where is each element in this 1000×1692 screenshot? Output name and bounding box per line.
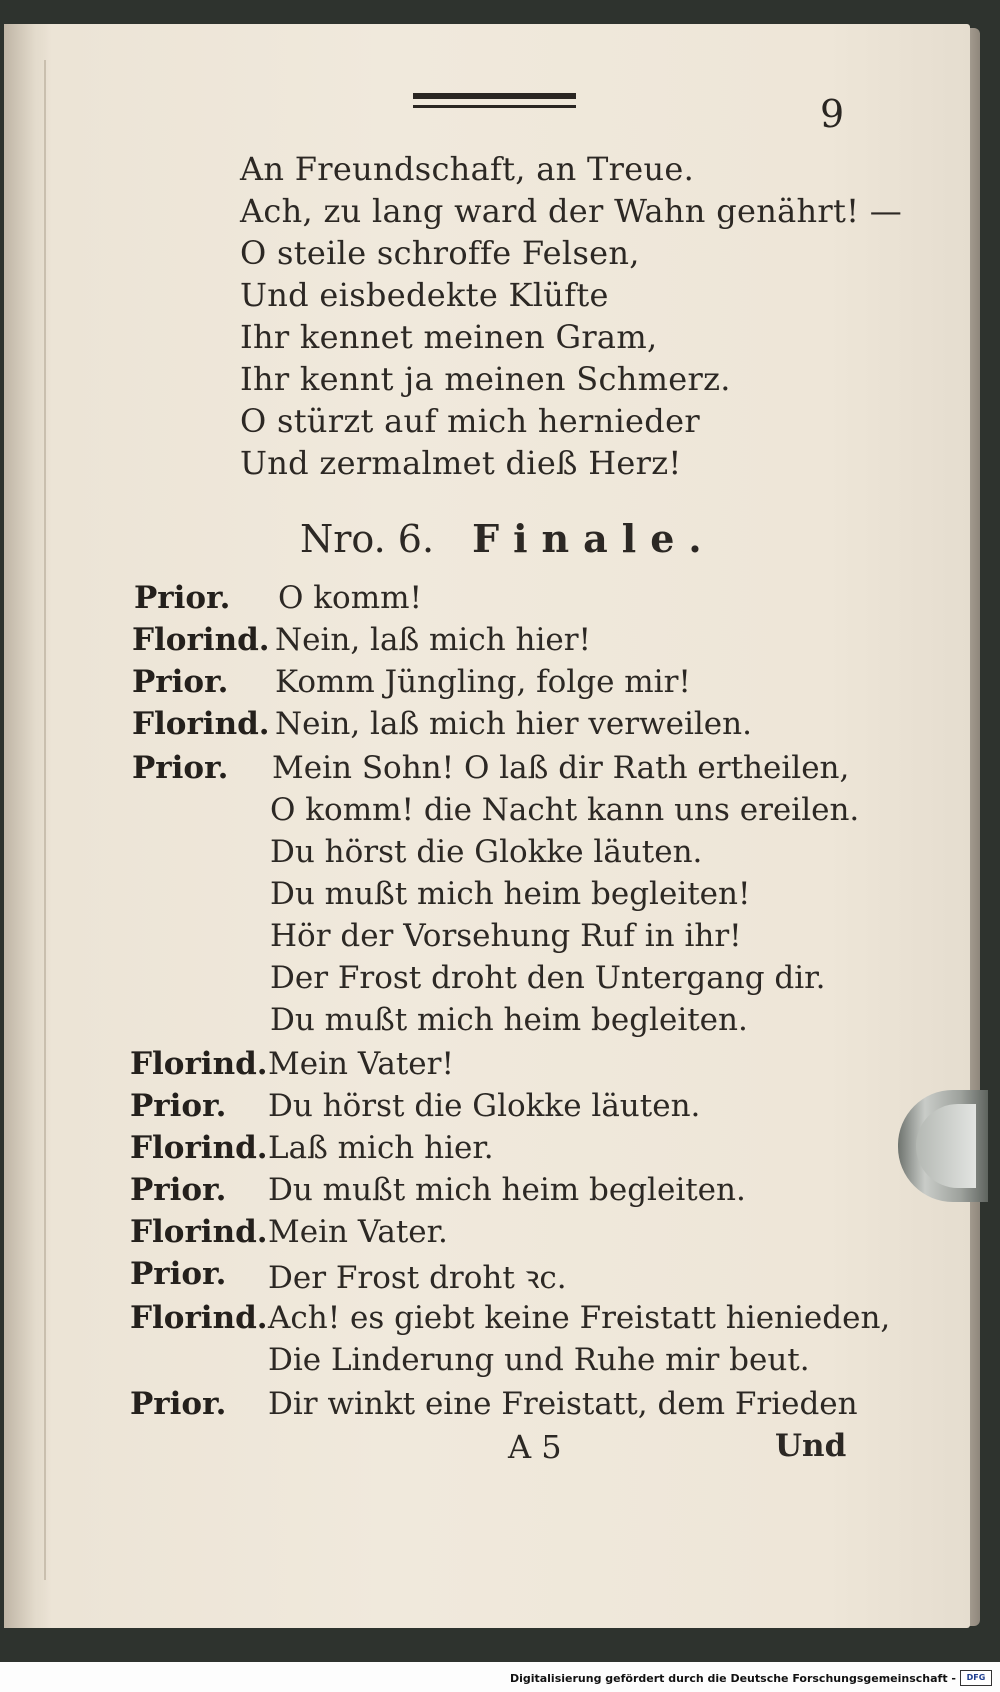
dialogue-text: Nein, laß mich hier verweilen. (275, 706, 752, 742)
speaker-name: Florind. (130, 1130, 268, 1166)
dialogue-text: Nein, laß mich hier! (275, 622, 592, 658)
dialogue-text: Hör der Vorsehung Ruf in ihr! (270, 918, 742, 954)
signature-mark: A 5 (508, 1428, 562, 1466)
dialogue-text: Mein Vater! (268, 1046, 454, 1082)
speaker-name: Florind. (130, 1214, 268, 1250)
speaker-name: Prior. (130, 1256, 227, 1292)
dialogue-text: Du mußt mich heim begleiten. (268, 1172, 746, 1208)
verse-line: Ach, zu lang ward der Wahn genährt! — (240, 192, 903, 230)
dialogue-text: Mein Sohn! O laß dir Rath ertheilen, (272, 750, 850, 786)
verse-line: Und zermalmet dieß Herz! (240, 444, 682, 482)
speaker-name: Florind. (130, 1046, 268, 1082)
dialogue-text: O komm! (278, 580, 422, 616)
dfg-logo: DFG (960, 1670, 992, 1686)
section-number: Nro. 6. (300, 517, 435, 561)
dialogue-text: Ach! es giebt keine Freistatt hienieden, (268, 1300, 891, 1336)
speaker-name: Florind. (132, 622, 270, 658)
speaker-name: Prior. (132, 750, 229, 786)
dialogue-text: Dir winkt eine Freistatt, dem Frieden (268, 1386, 858, 1422)
dialogue-text: Der Frost droht ꝛc. (268, 1260, 567, 1296)
verse-line: O steile schroffe Felsen, (240, 234, 640, 272)
dialogue-text: Komm Jüngling, folge mir! (275, 664, 691, 700)
speaker-name: Florind. (132, 706, 270, 742)
dialogue-text: Der Frost droht den Untergang dir. (270, 960, 826, 996)
speaker-name: Florind. (130, 1300, 268, 1336)
dialogue-text: Mein Vater. (268, 1214, 448, 1250)
gutter-fold-line (44, 60, 46, 1580)
verse-line: An Freundschaft, an Treue. (240, 150, 695, 188)
dialogue-text: Du hörst die Glokke läuten. (270, 834, 703, 870)
dialogue-text: Die Linderung und Ruhe mir beut. (268, 1342, 810, 1378)
footer-credit: Digitalisierung gefördert durch die Deutsche Forschungsgemeinschaft - (509, 1672, 956, 1685)
dialogue-text: Laß mich hier. (268, 1130, 494, 1166)
verse-line: Ihr kennet meinen Gram, (240, 318, 658, 356)
header-rule-thick (413, 93, 576, 99)
speaker-name: Prior. (130, 1386, 227, 1422)
dialogue-text: Du mußt mich heim begleiten. (270, 1002, 748, 1038)
verse-line: Und eisbedekte Klüfte (240, 276, 609, 314)
speaker-name: Prior. (130, 1172, 227, 1208)
dialogue-text: Du hörst die Glokke läuten. (268, 1088, 701, 1124)
verse-line: O stürzt auf mich hernieder (240, 402, 700, 440)
speaker-name: Prior. (130, 1088, 227, 1124)
speaker-name: Prior. (132, 664, 229, 700)
verse-line: Ihr kennt ja meinen Schmerz. (240, 360, 731, 398)
section-heading (300, 516, 716, 561)
dialogue-text: Du mußt mich heim begleiten! (270, 876, 751, 912)
section-title: Finale. (472, 516, 716, 561)
header-rule-thin (413, 105, 576, 108)
page-number: 9 (820, 92, 845, 136)
catchword: Und (775, 1428, 847, 1464)
speaker-name: Prior. (134, 580, 231, 616)
dialogue-text: O komm! die Nacht kann uns ereilen. (270, 792, 860, 828)
